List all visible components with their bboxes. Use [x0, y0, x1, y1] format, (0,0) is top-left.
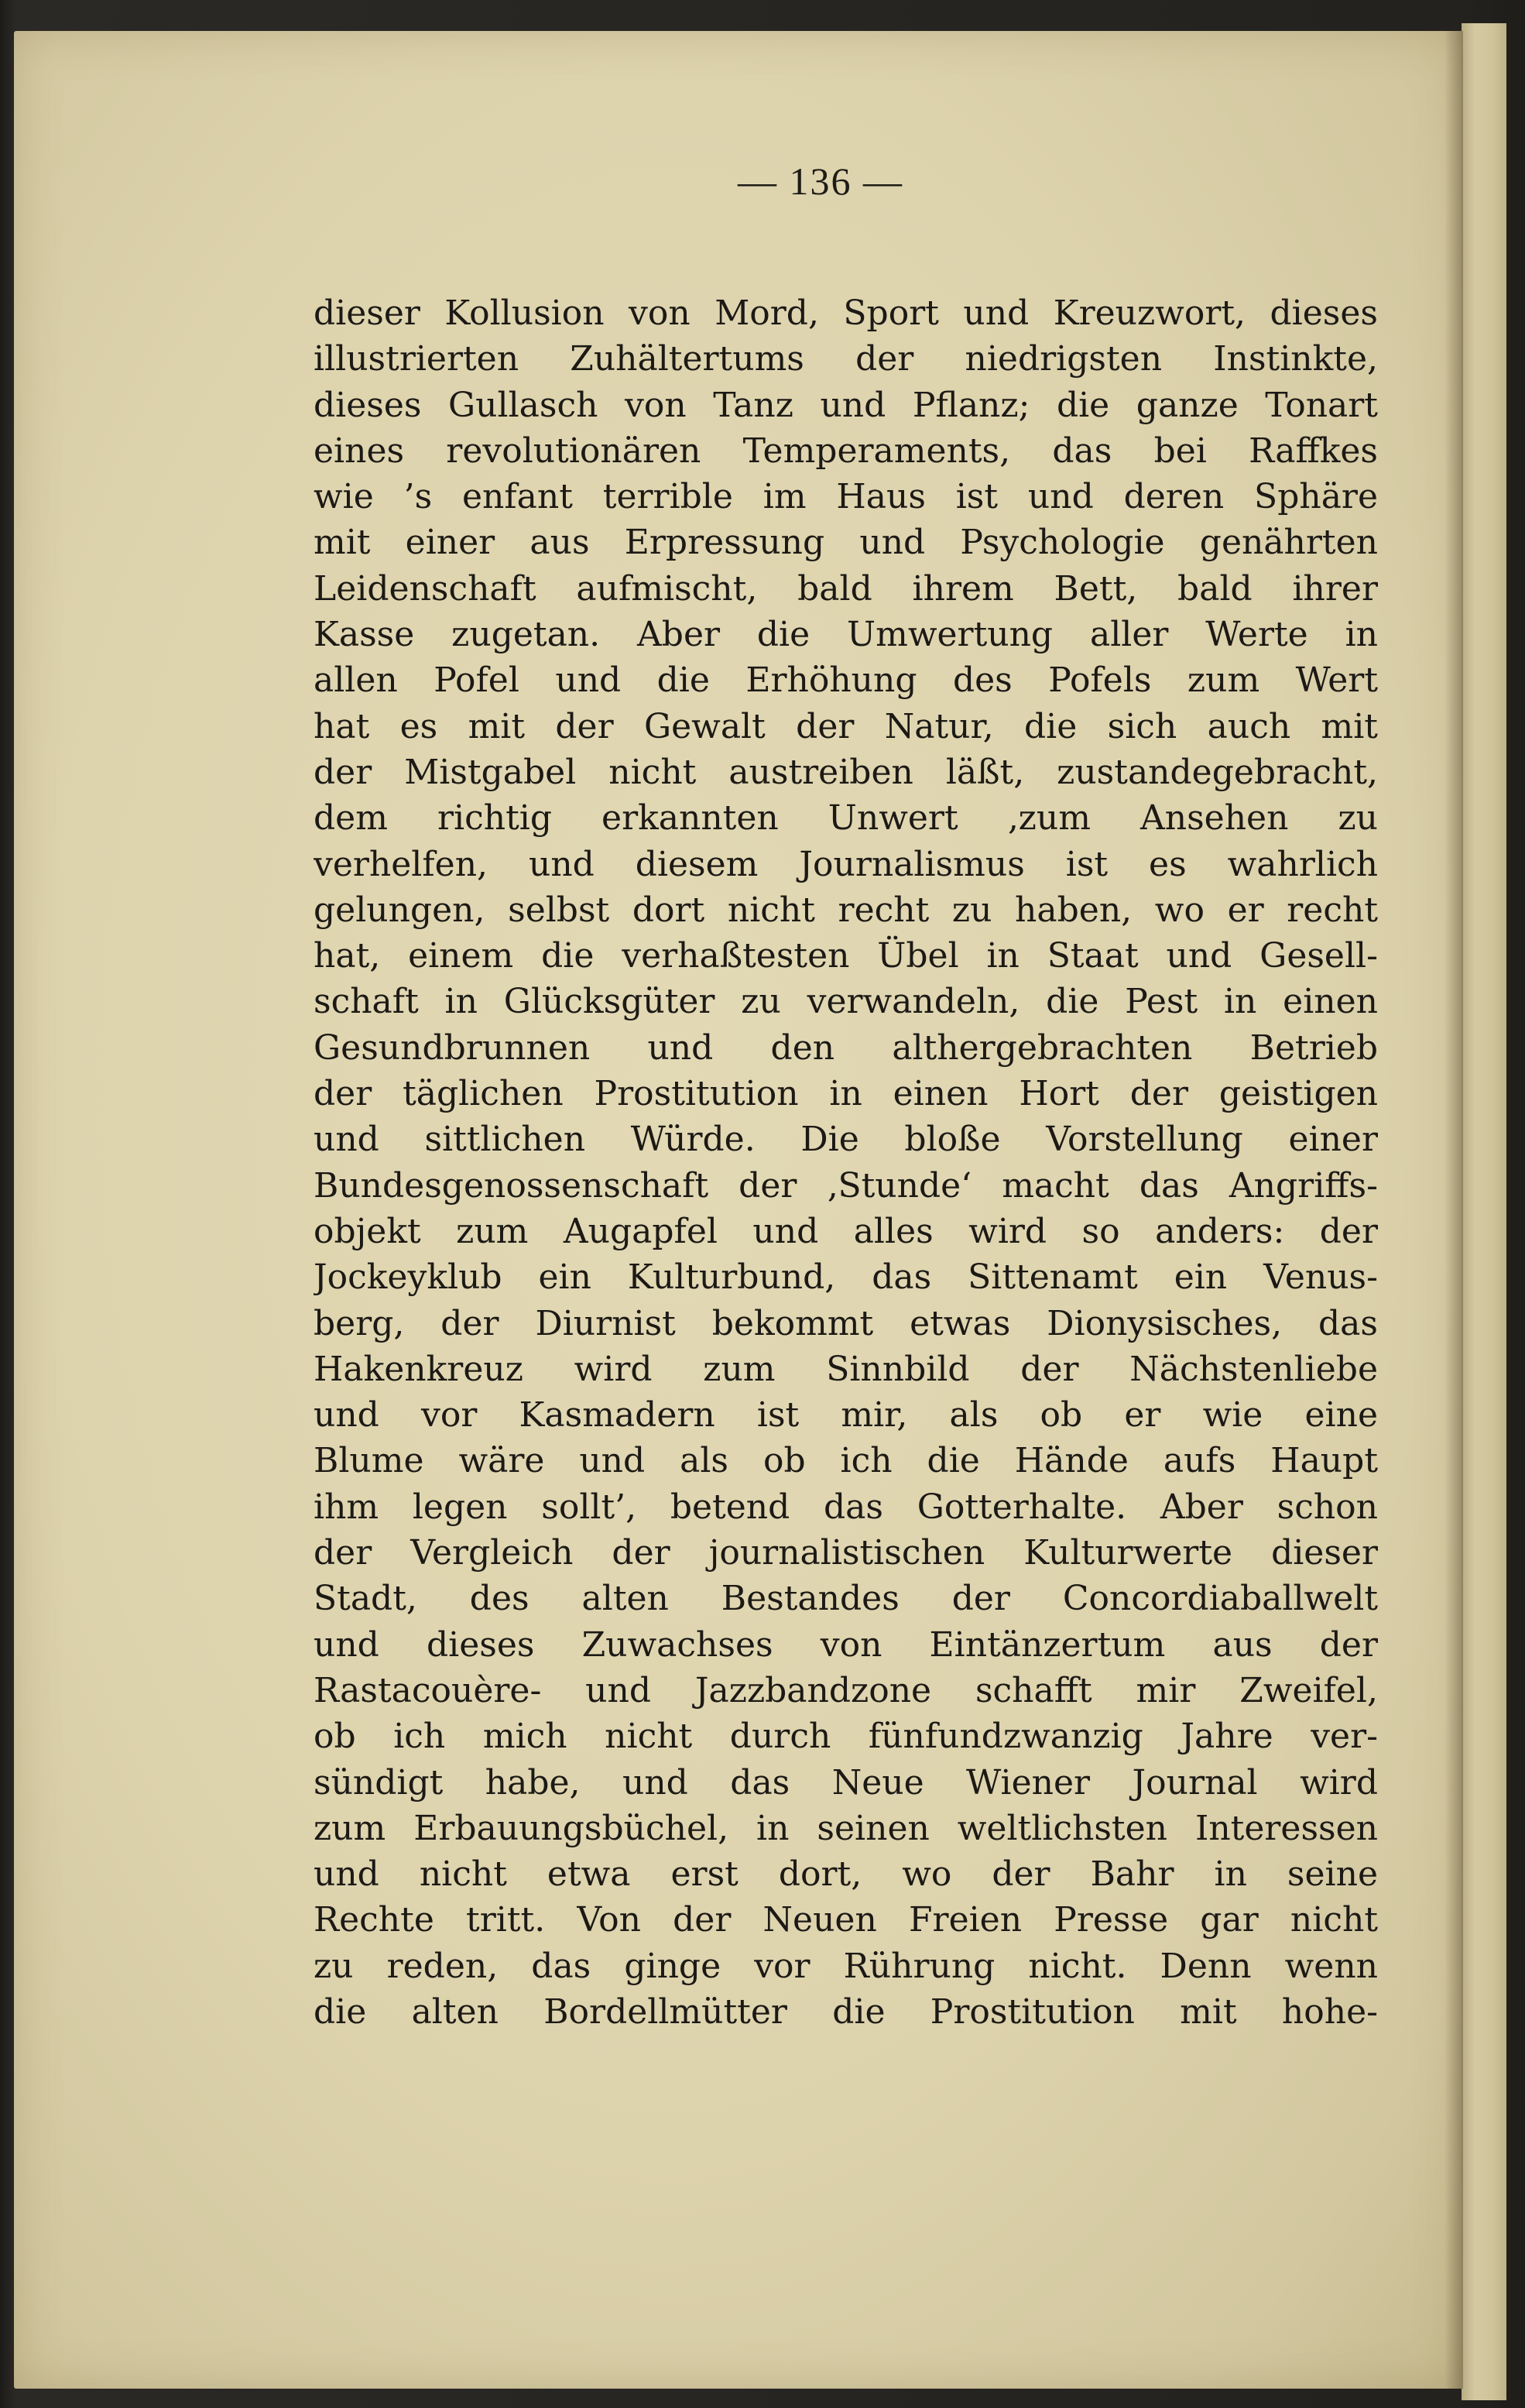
text-line: und dieses Zuwachses von Eintänzertum aus der [314, 1624, 1378, 1665]
text-line: berg, der Diurnist bekommt etwas Dionysisches, das [314, 1303, 1378, 1343]
adjacent-page-edge [1462, 23, 1506, 2400]
text-line: und vor Kasmadern ist mir, als ob er wie eine [314, 1395, 1378, 1436]
text-line: der Vergleich der journalistischen Kulturwerte dieser [314, 1533, 1378, 1573]
text-line: gelungen, selbst dort nicht recht zu haben, wo er recht [314, 890, 1378, 930]
text-line: Rechte tritt. Von der Neuen Freien Presse gar nicht [314, 1900, 1378, 1940]
text-line: ihm legen sollt’, betend das Gotterhalte. Aber schon [314, 1487, 1378, 1527]
body-text [314, 290, 1378, 2035]
text-line: allen Pofel und die Erhöhung des Pofels zum Wert [314, 660, 1378, 701]
text-line: Stadt, des alten Bestandes der Concordiaballwelt [314, 1579, 1378, 1619]
text-line: und sittlichen Würde. Die bloße Vorstellung einer [314, 1120, 1378, 1160]
text-line: ob ich mich nicht durch fünfundzwanzig Jahre ver- [314, 1717, 1378, 1757]
text-line: dieser Kollusion von Mord, Sport und Kreuzwort, dieses [314, 293, 1378, 333]
text-line: verhelfen, und diesem Journalismus ist es wahrlich [314, 844, 1378, 884]
text-line: die alten Bordellmütter die Prostitution mit hohe- [314, 1991, 1378, 2032]
text-line: illustrierten Zuhältertums der niedrigsten Instinkte, [314, 339, 1378, 379]
text-line: Rastacouère- und Jazzbandzone schafft mir Zweifel, [314, 1670, 1378, 1710]
text-line: Hakenkreuz wird zum Sinnbild der Nächstenliebe [314, 1349, 1378, 1389]
page-gutter-shadow [1444, 31, 1463, 2389]
text-line: Jockeyklub ein Kulturbund, das Sittenamt ein Venus- [314, 1257, 1378, 1298]
text-line: eines revolutionären Temperaments, das bei Raffkes [314, 430, 1378, 471]
text-line: Bundesgenossenschaft der ‚Stunde‘ macht das Angriffs- [314, 1165, 1378, 1206]
text-line: Leidenschaft aufmischt, bald ihrem Bett, bald ihrer [314, 568, 1378, 609]
text-line: wie ’s enfant terrible im Haus ist und deren Sphäre [314, 477, 1378, 517]
text-line: Kasse zugetan. Aber die Umwertung aller Werte in [314, 615, 1378, 655]
text-line: schaft in Glücksgüter zu verwandeln, die Pest in einen [314, 982, 1378, 1022]
page-number: — 136 — [738, 160, 903, 203]
text-line: hat, einem die verhaßtesten Übel in Staat und Gesell- [314, 936, 1378, 976]
text-line: mit einer aus Erpressung und Psychologie genährten [314, 523, 1378, 563]
text-line: dieses Gullasch von Tanz und Pflanz; die ganze Tonart [314, 385, 1378, 425]
text-line: zu reden, das ginge vor Rührung nicht. Denn wenn [314, 1946, 1378, 1986]
text-line: dem richtig erkannten Unwert ‚zum Ansehen zu [314, 798, 1378, 839]
text-line: zum Erbauungsbüchel, in seinen weltlichsten Interessen [314, 1808, 1378, 1848]
text-line: der täglichen Prostitution in einen Hort der geistigen [314, 1074, 1378, 1114]
text-line: der Mistgabel nicht austreiben läßt, zustandegebracht, [314, 752, 1378, 792]
text-line: hat es mit der Gewalt der Natur, die sich auch mit [314, 706, 1378, 746]
text-line: Blume wäre und als ob ich die Hände aufs Haupt [314, 1441, 1378, 1481]
text-line: sündigt habe, und das Neue Wiener Journal wird [314, 1762, 1378, 1803]
text-line: Gesundbrunnen und den althergebrachten Betrieb [314, 1027, 1378, 1068]
text-line: und nicht etwa erst dort, wo der Bahr in seine [314, 1854, 1378, 1895]
text-line: objekt zum Augapfel und alles wird so anders: der [314, 1211, 1378, 1251]
